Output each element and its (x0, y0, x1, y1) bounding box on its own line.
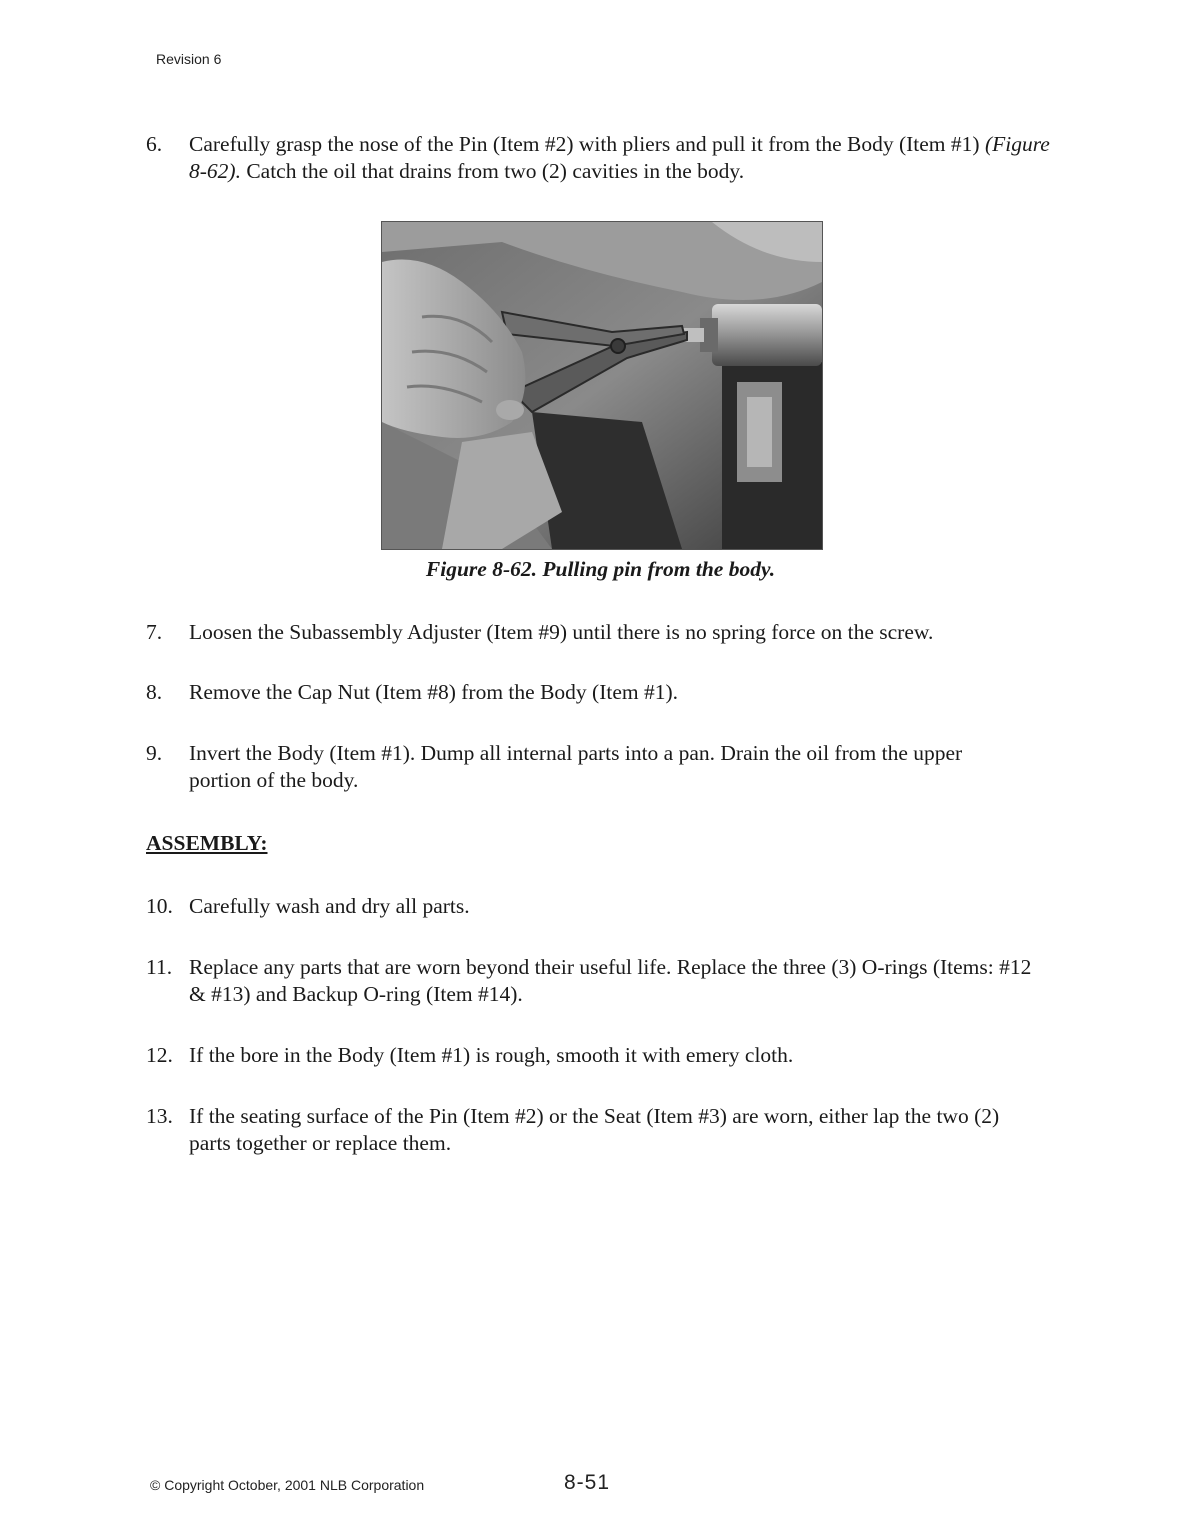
step-number: 8. (146, 680, 163, 704)
step-text: Invert the Body (Item #1). Dump all internal parts into a pan. Drain the oil from the upper portion of the body. (189, 741, 963, 792)
step-11 (146, 954, 1046, 1008)
step-text: Replace any parts that are worn beyond their useful life. Replace the three (3) O-rings (Items: #12 & #13) and Backup O-ring (Item #14). (189, 955, 1032, 1006)
step-7 (146, 619, 1066, 646)
step-number: 10. (146, 894, 173, 918)
step-6 (146, 131, 1066, 185)
section-heading-assembly: ASSEMBLY: (146, 831, 268, 855)
step-text: Loosen the Subassembly Adjuster (Item #9) until there is no spring force on the screw. (189, 620, 934, 644)
step-text: Carefully wash and dry all parts. (189, 894, 470, 918)
step-text: Remove the Cap Nut (Item #8) from the Body (Item #1). (189, 680, 679, 704)
step-9 (146, 740, 1016, 794)
step-number: 12. (146, 1043, 173, 1067)
step-number: 13. (146, 1104, 173, 1128)
page-number: 8-51 (564, 1471, 611, 1494)
step-13 (146, 1103, 1046, 1157)
step-number: 7. (146, 620, 163, 644)
figure-reference: (Figure 8-62). (189, 132, 1050, 183)
step-number: 6. (146, 132, 163, 156)
step-text (189, 131, 1066, 185)
figure-caption: Figure 8-62. Pulling pin from the body. (425, 557, 776, 581)
figure-photo-pulling-pin (381, 221, 823, 550)
step-text-part: Carefully grasp the nose of the Pin (Item #2) with pliers and pull it from the Body (Item #1) (189, 132, 985, 156)
footer-copyright: © Copyright October, 2001 NLB Corporation (150, 1477, 425, 1493)
step-text: If the bore in the Body (Item #1) is rough, smooth it with emery cloth. (189, 1043, 794, 1067)
step-number: 9. (146, 741, 163, 765)
step-10 (146, 893, 1066, 920)
photo-illustration (382, 222, 822, 549)
step-number: 11. (146, 955, 173, 979)
step-12 (146, 1042, 1066, 1069)
step-text: If the seating surface of the Pin (Item #2) or the Seat (Item #3) are worn, either lap the two (2) parts together or replace them. (189, 1104, 1000, 1155)
page-header-revision: Revision 6 (156, 51, 222, 67)
step-8 (146, 679, 1066, 706)
step-text-part: Catch the oil that drains from two (2) cavities in the body. (240, 159, 745, 183)
